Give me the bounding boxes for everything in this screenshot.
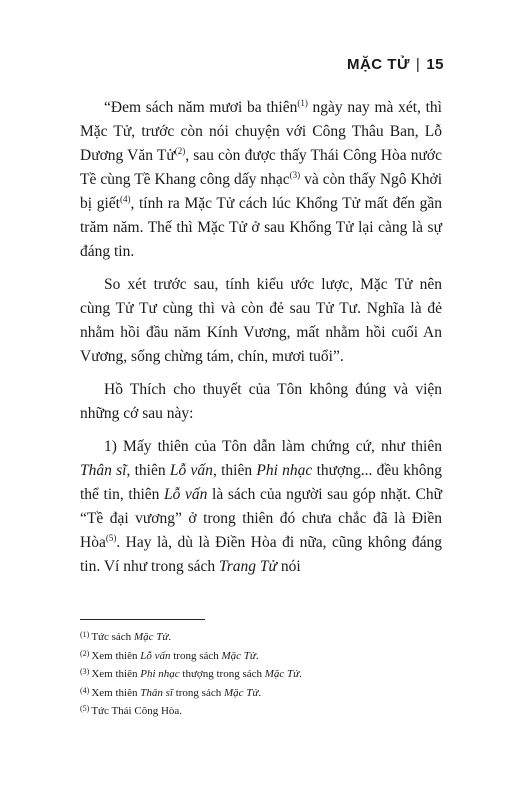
text-run: và còn thấy Ngô Khởi bị giết xyxy=(80,171,442,212)
text-run: Tức Thái Công Hòa. xyxy=(91,705,183,717)
footnote-number: (5) xyxy=(80,704,90,713)
text-run: trong sách xyxy=(170,649,222,662)
footnote-ref: (1) xyxy=(297,98,308,108)
text-run: nói xyxy=(277,558,301,575)
footnote xyxy=(80,701,442,720)
paragraph xyxy=(80,435,442,579)
footnote xyxy=(80,664,442,683)
text-run: , thiên xyxy=(212,462,257,479)
footnote-number: (2) xyxy=(80,648,90,658)
italic-title: Phi nhạc xyxy=(140,668,180,680)
italic-title: Thân sĩ xyxy=(140,686,173,699)
footnote-divider xyxy=(80,619,205,620)
footnote-ref: (3) xyxy=(289,170,301,180)
text-run: . Hay là, dù là Điền Hòa đi nữa, cũng không đáng tin. Ví như trong sách xyxy=(80,534,442,575)
footnote xyxy=(80,627,442,646)
paragraph xyxy=(80,378,442,426)
italic-title: Mặc Tử xyxy=(264,668,300,680)
header-separator: | xyxy=(415,56,421,73)
footnote xyxy=(80,646,442,665)
text-run: . xyxy=(299,668,302,680)
italic-title: Mặc Tử xyxy=(133,631,169,643)
book-title: MẶC TỬ xyxy=(346,56,410,73)
text-run: trong sách xyxy=(172,686,224,699)
italic-title: Phi nhạc xyxy=(256,462,313,479)
text-run: . xyxy=(255,649,259,662)
text-run: Xem thiên xyxy=(91,649,141,662)
text-run: So xét trước sau, tính kiểu ước lược, Mặc Tử nên cùng Tử Tư cùng thì và còn đẻ sau Tử Tư. Nghĩa là đẻ nhằm hồi đầu năm Kính Vương, mất nhằm hồi cuối An Vương, sống chừng tám, chín, mươi tuổi”. xyxy=(80,276,442,365)
text-run: là sách của người sau góp nhặt. Chữ “Tề đại vương” ở trong thiên đó chưa chắc đã là Điền Hòa xyxy=(80,486,443,551)
body-text xyxy=(80,96,442,588)
footnote-number: (3) xyxy=(80,667,90,676)
text-run: . xyxy=(168,631,172,643)
footnote-ref: (5) xyxy=(105,533,117,543)
footnote xyxy=(80,683,442,702)
text-run: Hồ Thích cho thuyết của Tôn không đúng và viện những cớ sau này: xyxy=(80,381,442,422)
italic-title: Lỗ vấn xyxy=(169,462,213,479)
footnote-number: (1) xyxy=(80,630,90,639)
running-header xyxy=(347,56,444,73)
text-run: , tính ra Mặc Tử cách lúc Khổng Tử mất đến gần trăm năm. Thế thì Mặc Tử ở sau Khổng Tử lại càng là sự đáng tin. xyxy=(80,195,442,260)
text-run: “Đem sách năm mươi ba thiên xyxy=(104,99,298,116)
footnotes xyxy=(80,627,442,720)
text-run: 1) Mấy thiên của Tôn dẫn làm chứng cứ, như thiên xyxy=(104,438,442,455)
text-run: , sau còn được thấy Thái Công Hòa nước Tề cùng Tề Khang công dấy nhạc xyxy=(80,147,442,188)
footnote-number: (4) xyxy=(80,685,90,695)
italic-title: Lỗ vấn xyxy=(140,649,171,662)
text-run: Xem thiên xyxy=(91,686,141,699)
text-run: ngày nay mà xét, thì Mặc Tử, trước còn nói chuyện với Công Thâu Ban, Lỗ Dương Văn Tử xyxy=(80,99,442,164)
italic-title: Mặc Tử xyxy=(221,649,256,662)
text-run: , thiên xyxy=(126,462,170,479)
italic-title: Mặc Tử xyxy=(223,686,259,699)
footnote-ref: (4) xyxy=(119,194,131,204)
footnote-ref: (2) xyxy=(174,146,186,156)
italic-title: Trang Tử xyxy=(219,558,277,575)
italic-title: Lỗ vấn xyxy=(164,486,208,503)
text-run: Tức sách xyxy=(91,631,134,643)
text-run: . xyxy=(258,686,262,699)
text-run: thượng... đều không thể tin, thiên xyxy=(80,462,443,503)
paragraph xyxy=(80,96,442,264)
text-run: Xem thiên xyxy=(91,668,141,680)
page-number: 15 xyxy=(426,56,444,73)
text-run: thượng trong sách xyxy=(179,668,265,680)
italic-title: Thân sĩ xyxy=(80,462,127,479)
paragraph xyxy=(80,273,442,369)
